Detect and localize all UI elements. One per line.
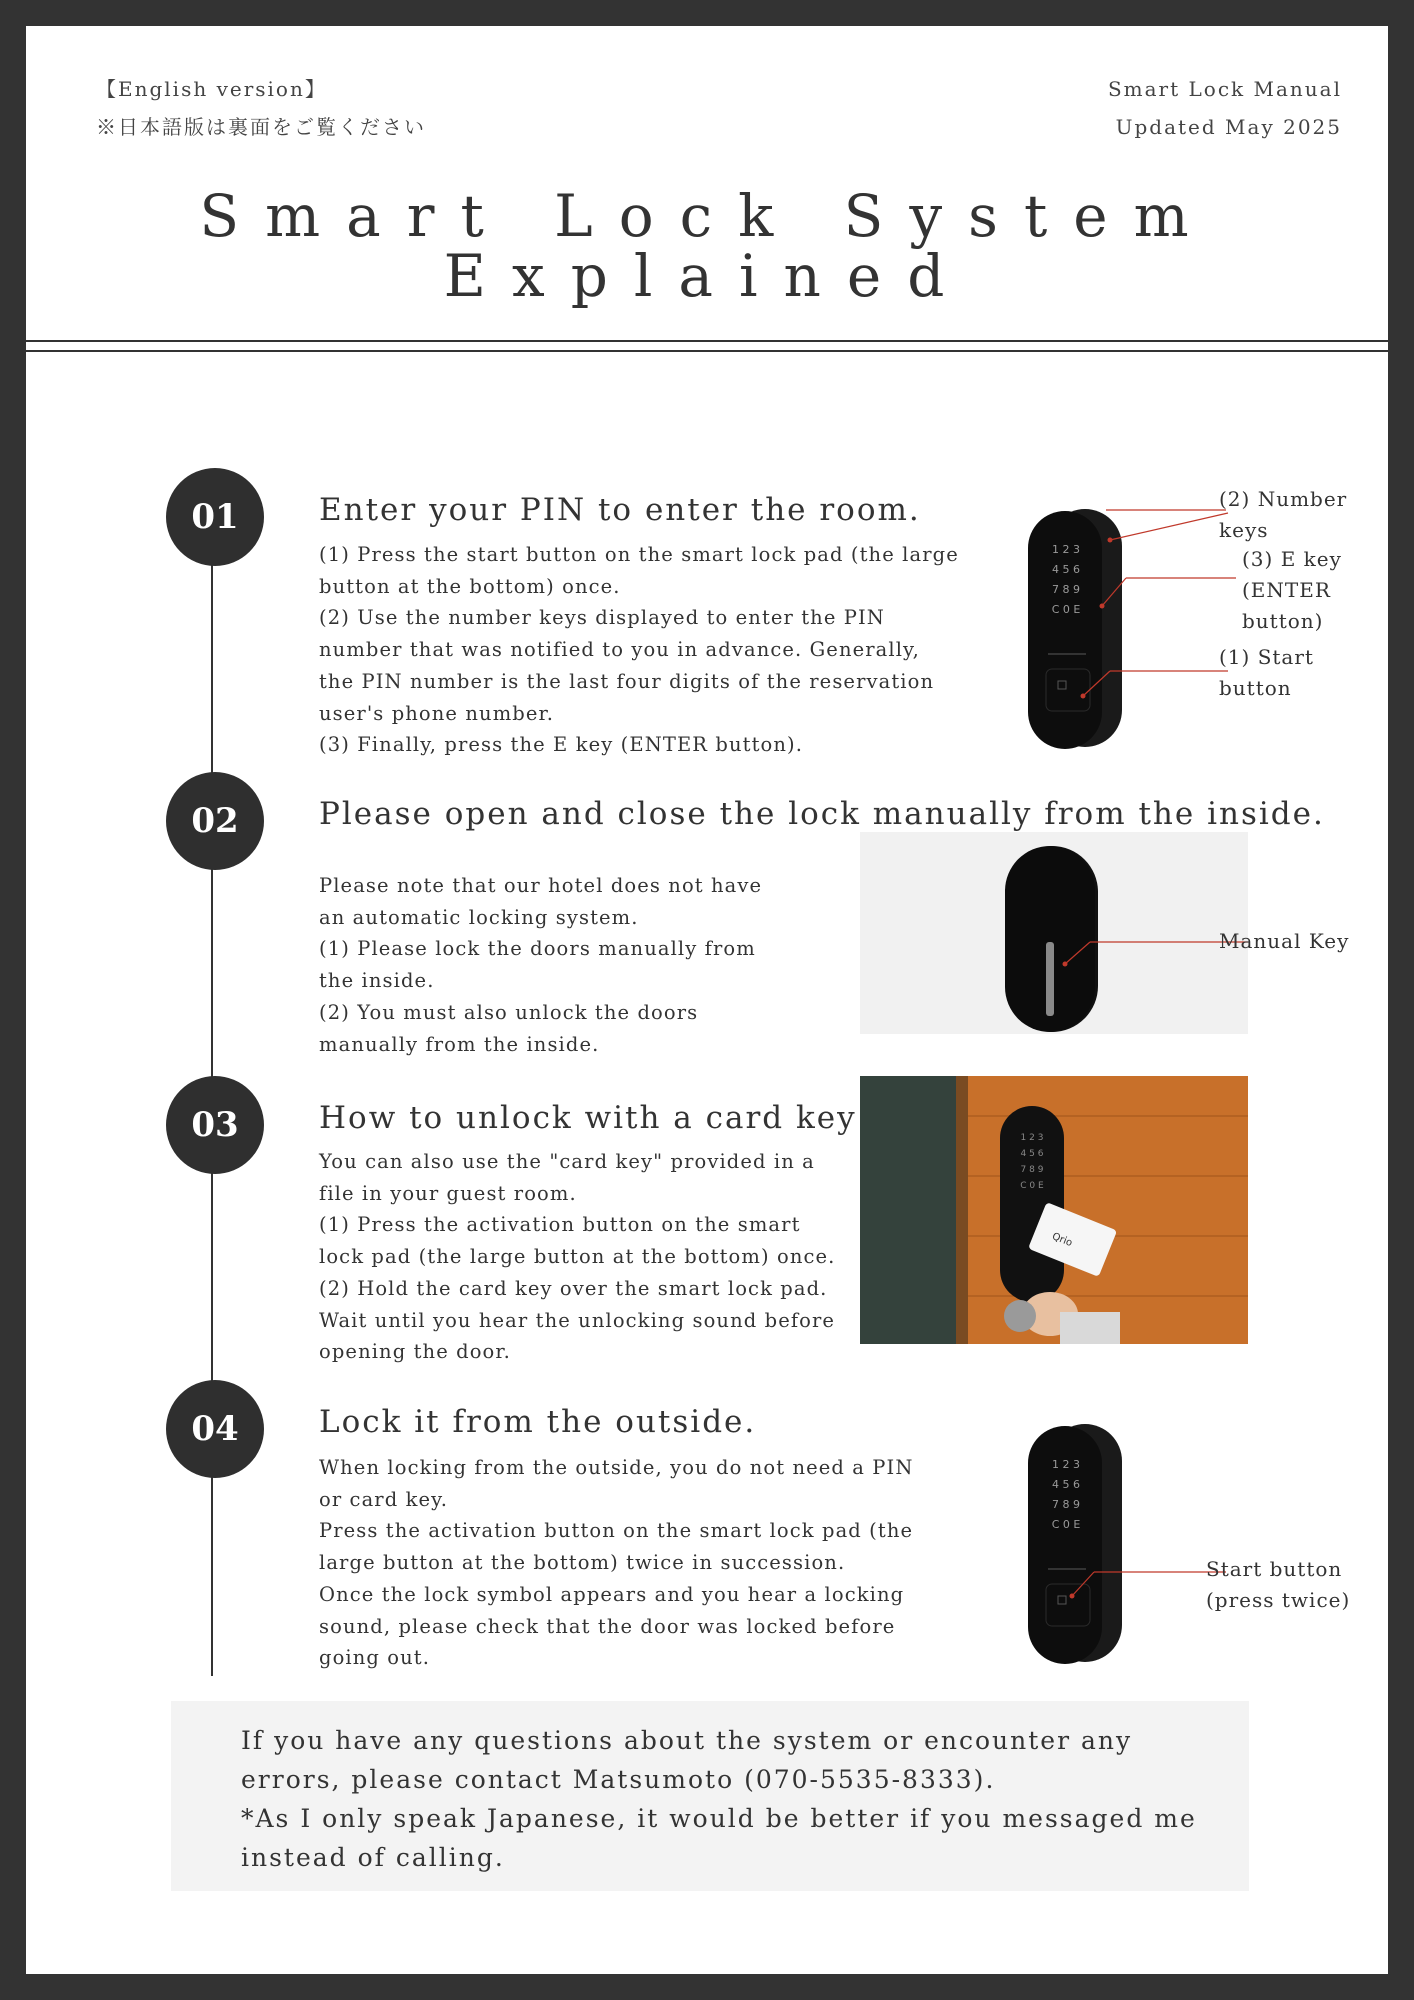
keypad-row: 7 8 9 bbox=[1052, 583, 1080, 596]
callout-manual-key: Manual Key bbox=[1219, 929, 1350, 953]
keypad-row: 7 8 9 bbox=[1020, 1165, 1044, 1175]
step3-line: opening the door. bbox=[319, 1340, 511, 1364]
step1-line: (2) Use the number keys displayed to enter the PIN bbox=[319, 606, 885, 630]
step2-text bbox=[319, 870, 762, 1060]
keypad-row: 4 5 6 bbox=[1052, 1478, 1080, 1491]
keypad-row: C 0 E bbox=[1051, 1518, 1081, 1531]
keypad-row: 7 8 9 bbox=[1052, 1498, 1080, 1511]
step4-line: Once the lock symbol appears and you hear a locking bbox=[319, 1582, 905, 1606]
step3-line: file in your guest room. bbox=[319, 1181, 577, 1205]
contact-box bbox=[171, 1701, 1249, 1891]
step2-line: the inside. bbox=[319, 969, 435, 993]
step1-line: (3) Finally, press the E key (ENTER button). bbox=[319, 733, 804, 757]
contact-line: errors, please contact Matsumoto (070-5535-8333). bbox=[241, 1765, 996, 1794]
step4-line: large button at the bottom) twice in succession. bbox=[319, 1551, 846, 1575]
step1-line: user's phone number. bbox=[319, 701, 555, 725]
step3-line: Wait until you hear the unlocking sound before bbox=[319, 1308, 836, 1332]
step3-line: You can also use the "card key" provided in a bbox=[319, 1150, 815, 1173]
keypad-row: 1 2 3 bbox=[1052, 1458, 1080, 1471]
step2-heading: Please open and close the lock manually from the inside. bbox=[319, 796, 1325, 832]
step2-line: manually from the inside. bbox=[319, 1032, 600, 1056]
card-key-photo bbox=[860, 1076, 1248, 1344]
callout-e-key: (3) E key (ENTER button) bbox=[1242, 547, 1342, 633]
keypad-row: 1 2 3 bbox=[1052, 543, 1080, 556]
manual-key-image bbox=[860, 832, 1248, 1034]
divider-top bbox=[26, 340, 1388, 342]
step4-line: Press the activation button on the smart lock pad (the bbox=[319, 1519, 914, 1543]
smart-lock-start-image bbox=[996, 1396, 1226, 1676]
step3-line: lock pad (the large button at the bottom) once. bbox=[319, 1245, 836, 1269]
step1-line: (1) Press the start button on the smart lock pad (the large bbox=[319, 543, 959, 566]
step1-line: the PIN number is the last four digits of the reservation bbox=[319, 669, 935, 693]
step4-line: going out. bbox=[319, 1646, 431, 1670]
manual-label: Smart Lock Manual bbox=[1107, 77, 1342, 101]
contact-line: *As I only speak Japanese, it would be better if you messaged me bbox=[241, 1804, 1197, 1833]
page-title-line1: Smart Lock System bbox=[199, 182, 1215, 250]
updated-date: Updated May 2025 bbox=[1115, 115, 1342, 139]
step2-line: an automatic locking system. bbox=[319, 905, 639, 929]
step4-text bbox=[319, 1452, 914, 1674]
divider-bottom bbox=[26, 350, 1388, 352]
step-number-04: 04 bbox=[166, 1380, 264, 1478]
step-number-03: 03 bbox=[166, 1076, 264, 1174]
step-number-01: 01 bbox=[166, 468, 264, 566]
step1-heading: Enter your PIN to enter the room. bbox=[319, 492, 921, 528]
number-keys-leader bbox=[1106, 508, 1236, 512]
step1-line: number that was notified to you in advance. Generally, bbox=[319, 638, 920, 662]
page-title-line2: Explained bbox=[443, 242, 971, 310]
step4-line: or card key. bbox=[319, 1487, 448, 1511]
step2-line: (1) Please lock the doors manually from bbox=[319, 937, 756, 961]
keypad-row: 1 2 3 bbox=[1020, 1133, 1044, 1143]
contact-text bbox=[241, 1721, 1197, 1877]
step4-line: When locking from the outside, you do not need a PIN bbox=[319, 1456, 914, 1479]
keypad-row: C 0 E bbox=[1051, 603, 1081, 616]
keypad-row: C 0 E bbox=[1020, 1181, 1044, 1191]
step3-line: (2) Hold the card key over the smart lock pad. bbox=[319, 1276, 828, 1300]
callout-start-button: (1) Start button bbox=[1219, 645, 1314, 700]
step1-line: button at the bottom) once. bbox=[319, 574, 621, 598]
callout-number-keys: (2) Number keys bbox=[1219, 487, 1348, 542]
step2-line: (2) You must also unlock the doors bbox=[319, 1000, 699, 1024]
step2-line: Please note that our hotel does not have bbox=[319, 874, 763, 897]
japanese-note: ※日本語版は裏面をご覧ください bbox=[96, 115, 426, 139]
step-number-02: 02 bbox=[166, 772, 264, 870]
step4-line: sound, please check that the door was locked before bbox=[319, 1614, 896, 1638]
callout-start-button-twice: Start button (press twice) bbox=[1206, 1557, 1351, 1612]
step1-text bbox=[319, 539, 959, 761]
step3-line: (1) Press the activation button on the smart bbox=[319, 1213, 801, 1237]
step1-callout-lines bbox=[1026, 496, 1236, 706]
contact-line: If you have any questions about the system or encounter any bbox=[241, 1726, 1133, 1755]
card-logo-text: Qrio bbox=[1050, 1231, 1074, 1250]
keypad-row: 4 5 6 bbox=[1052, 563, 1080, 576]
version-label: 【English version】 bbox=[96, 77, 327, 101]
step4-heading: Lock it from the outside. bbox=[319, 1404, 757, 1440]
keypad-row: 4 5 6 bbox=[1020, 1149, 1044, 1159]
manual-page bbox=[26, 26, 1388, 1974]
step3-text bbox=[319, 1146, 835, 1368]
contact-line: instead of calling. bbox=[241, 1843, 505, 1872]
step3-heading: How to unlock with a card key bbox=[319, 1100, 857, 1136]
